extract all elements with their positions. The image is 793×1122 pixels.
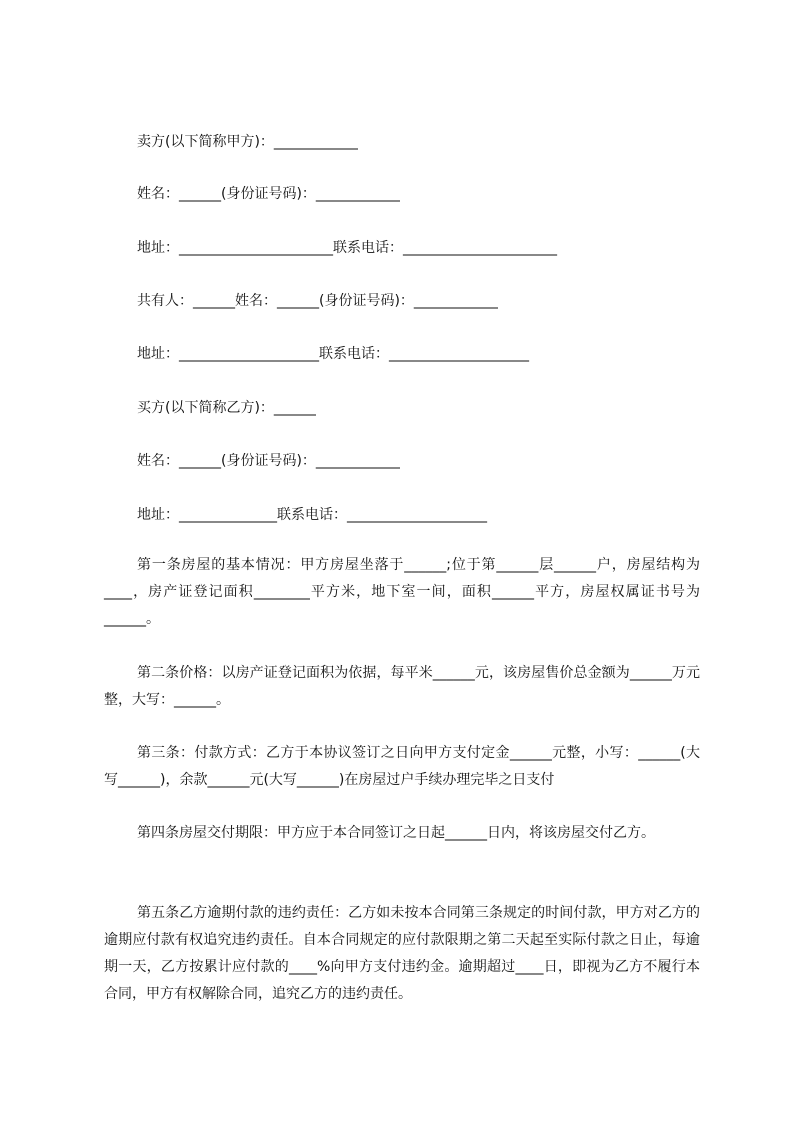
co-owner-line: 共有人：______姓名：______(身份证号码)：____________ xyxy=(137,293,498,309)
article-1-property-info: 第一条房屋的基本情况：甲方房屋坐落于______;位于第______层______户，房屋结构为____，房产证登记面积________平方米，地下室一间，面积______平方，房屋权属证书号为______。 xyxy=(104,557,700,627)
article-4-delivery: 第四条房屋交付期限：甲方应于本合同签订之日起______日内，将该房屋交付乙方。 xyxy=(137,825,655,841)
article-3-payment: 第三条：付款方式：乙方于本协议签订之日向甲方支付定金______元整，小写：______(大写______)，余款______元(大写______)在房屋过户手续办理完毕之日支付 xyxy=(104,745,700,788)
buyer-line: 买方(以下简称乙方)：______ xyxy=(137,400,316,416)
seller-name-line: 姓名：______(身份证号码)：____________ xyxy=(137,186,400,202)
buyer-address-line: 地址：______________联系电话：____________________ xyxy=(137,507,487,523)
article-2-price: 第二条价格：以房产证登记面积为依据，每平米______元，该房屋售价总金额为______万元整，大写：______。 xyxy=(104,665,700,708)
buyer-name-line: 姓名：______(身份证号码)：____________ xyxy=(137,453,400,469)
seller-address-line: 地址：______________________联系电话：______________________ xyxy=(137,240,557,256)
co-owner-address-line: 地址：____________________联系电话：____________________ xyxy=(137,346,529,362)
seller-line: 卖方(以下简称甲方)：____________ xyxy=(137,134,358,150)
article-5-late-payment: 第五条乙方逾期付款的违约责任：乙方如未按本合同第三条规定的时间付款，甲方对乙方的逾期应付款有权追究违约责任。自本合同规定的应付款限期之第二天起至实际付款之日止，每逾期一天，乙方按累计应付款的____%向甲方支付违约金。逾期超过____日，即视为乙方不履行本合同，甲方有权解除合同，追究乙方的违约责任。 xyxy=(104,905,700,1002)
